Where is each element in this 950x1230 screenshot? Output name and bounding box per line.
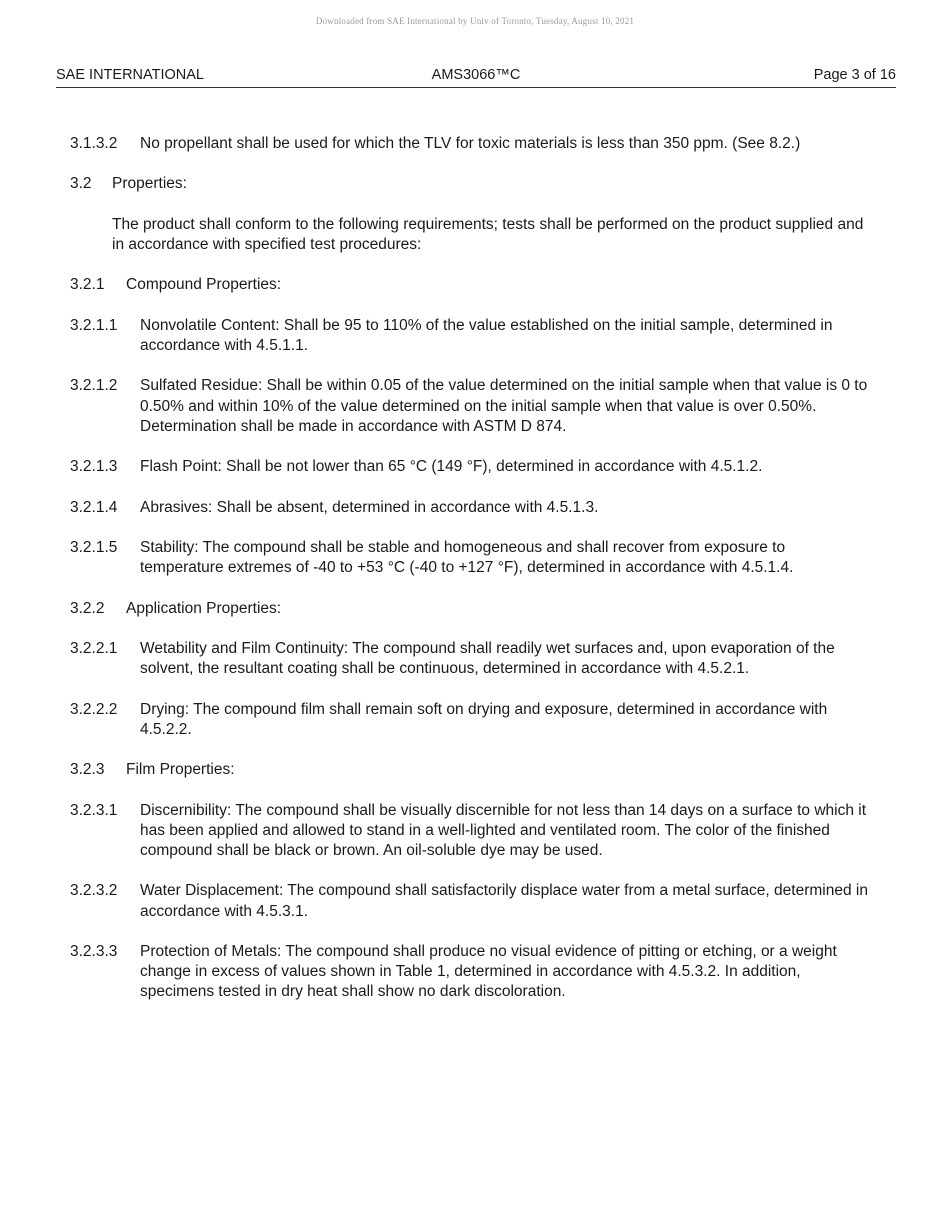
section-number: 3.1.3.2 <box>70 135 118 152</box>
section-3-2-3-3 <box>70 942 870 1003</box>
section-3-2 <box>70 174 870 194</box>
section-text: Abrasives: Shall be absent, determined in accordance with 4.5.1.3. <box>140 498 599 516</box>
section-number: 3.2.1 <box>70 276 105 294</box>
header-document-id: AMS3066™C <box>431 67 521 83</box>
section-3-1-3-2 <box>70 134 870 154</box>
section-heading: Compound Properties: <box>126 276 282 294</box>
section-text: Flash Point: Shall be not lower than 65 °C (149 °F), determined in accordance with 4.5.1.2. <box>140 458 763 476</box>
section-number: 3.2.1.1 <box>70 316 118 334</box>
section-number: 3.2.1.3 <box>70 458 118 476</box>
section-3-2-2-2 <box>70 700 870 740</box>
section-text: Protection of Metals: The compound shall produce no visual evidence of pitting or etching, or a weight change in excess of values shown in Table 1, determined in accordance with 4.5.3.2. In addition, specimens tested in dry heat shall show no dark discoloration. <box>140 942 837 1001</box>
section-number: 3.2.3.3 <box>70 942 118 960</box>
document-body <box>70 134 870 1023</box>
section-text: Stability: The compound shall be stable and homogeneous and shall recover from exposure to temperature extremes of -40 to +53 °C (-40 to +127 °F), determined in accordance with 4.5.1.4. <box>140 538 794 577</box>
section-number: 3.2.3.2 <box>70 882 118 900</box>
section-heading: Properties: <box>112 175 187 193</box>
section-number: 3.2 <box>70 175 92 193</box>
section-number: 3.2.2 <box>70 599 105 617</box>
section-number: 3.2.3 <box>70 761 105 779</box>
section-3-2-1-1 <box>70 316 870 356</box>
section-heading: Film Properties: <box>126 761 235 779</box>
download-watermark: Downloaded from SAE International by Univ of Toronto, Tuesday, August 10, 2021 <box>315 16 635 26</box>
section-3-2-3 <box>70 760 870 780</box>
section-text: Nonvolatile Content: Shall be 95 to 110% of the value established on the initial sample, determined in accordance with 4.5.1.1. <box>140 316 833 354</box>
section-3-2-2 <box>70 599 870 619</box>
section-number: 3.2.2.1 <box>70 639 118 657</box>
section-number: 3.2.1.4 <box>70 498 118 516</box>
page-header <box>56 67 896 88</box>
section-3-2-1-4 <box>70 498 870 518</box>
section-number: 3.2.1.2 <box>70 377 118 395</box>
header-page-number: Page 3 of 16 <box>813 67 896 83</box>
section-3-2-1-2 <box>70 376 870 437</box>
section-text: Discernibility: The compound shall be visually discernible for not less than 14 days on a surface to which it has been applied and allowed to stand in a well-lighted and ventilated room. The color of the finished compound shall be black or brown. An oil-soluble dye may be used. <box>140 801 867 859</box>
section-text: Sulfated Residue: Shall be within 0.05 of the value determined on the initial sample when that value is 0 to 0.50% and within 10% of the value determined on the initial sample when that value is over 0.50%. Determination shall be made in accordance with ASTM D 874. <box>140 377 868 435</box>
section-number: 3.2.2.2 <box>70 700 118 718</box>
section-3-2-3-1 <box>70 801 870 862</box>
section-3-2-1-5 <box>70 538 870 578</box>
header-organization: SAE INTERNATIONAL <box>56 67 204 83</box>
section-text: No propellant shall be used for which the TLV for toxic materials is less than 350 ppm. (See 8.2.) <box>140 135 801 152</box>
section-number: 3.2.1.5 <box>70 538 118 556</box>
section-3-2-1 <box>70 275 870 295</box>
section-text: Water Displacement: The compound shall satisfactorily displace water from a metal surface, determined in accordance with 4.5.3.1. <box>140 882 868 920</box>
section-3-2-3-2 <box>70 881 870 921</box>
section-number: 3.2.3.1 <box>70 801 118 819</box>
section-text: Wetability and Film Continuity: The compound shall readily wet surfaces and, upon evaporation of the solvent, the resultant coating shall be continuous, determined in accordance with 4.5.2.1. <box>140 639 835 678</box>
section-3-2-2-1 <box>70 639 870 679</box>
properties-intro-paragraph: The product shall conform to the following requirements; tests shall be performed on the product supplied and in accordance with specified test procedures: <box>112 215 864 253</box>
section-heading: Application Properties: <box>126 599 282 617</box>
section-text: Drying: The compound film shall remain soft on drying and exposure, determined in accordance with 4.5.2.2. <box>140 700 828 738</box>
section-3-2-1-3 <box>70 457 870 477</box>
